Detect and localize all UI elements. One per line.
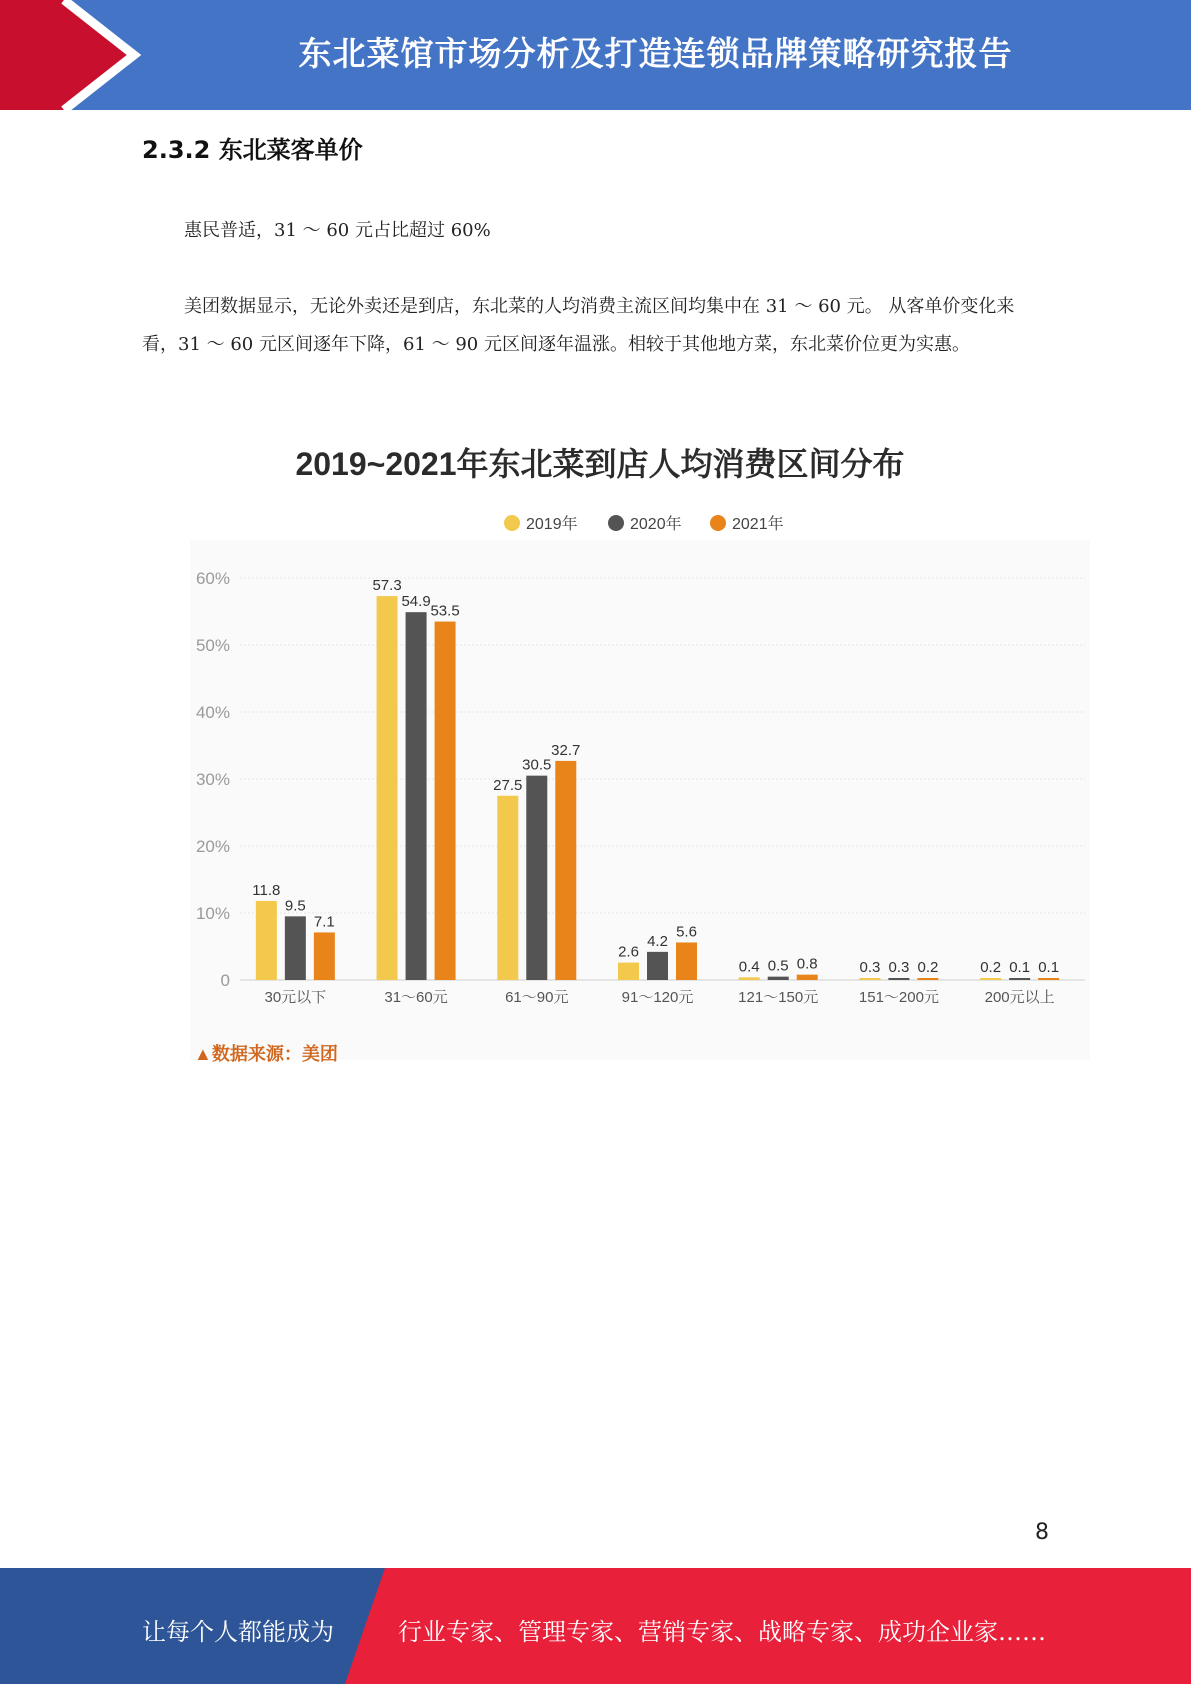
y-tick-label: 60% (195, 569, 230, 588)
bar-value-label: 0.2 (980, 959, 1002, 976)
bar-value-label: 0.2 (917, 959, 939, 976)
x-category-label: 121～150元 (738, 989, 819, 1006)
bar (555, 761, 576, 980)
bar (526, 776, 547, 980)
bar-value-label: 2.6 (618, 943, 639, 961)
bar-value-label: 0.3 (888, 958, 910, 976)
bar-value-label: 30.5 (522, 756, 552, 774)
bar (435, 622, 456, 980)
y-tick-label: 30% (195, 770, 230, 789)
bar (314, 932, 335, 980)
section-heading: 2.3.2 东北菜客单价 (142, 136, 363, 164)
bar (618, 963, 639, 980)
bar (739, 977, 760, 980)
x-category-label: 31～60元 (384, 989, 448, 1006)
y-tick-label: 40% (195, 703, 230, 722)
bar-value-label: 0.8 (796, 955, 818, 973)
footer-slogan-left: 让每个人都能成为 (142, 1618, 334, 1646)
section-subtitle: 惠民普适，31 ～ 60 元占比超过 60% (184, 220, 491, 241)
y-tick-label: 0 (220, 971, 230, 990)
bar-value-label: 57.3 (372, 577, 402, 595)
bar-value-label: 27.5 (493, 776, 523, 794)
bar (859, 978, 880, 980)
chart-source-note: ▲数据来源：美团 (194, 1044, 338, 1064)
bar (256, 901, 277, 980)
legend-marker (710, 515, 726, 531)
bar (676, 942, 697, 980)
bar (647, 952, 668, 980)
bar-value-label: 0.3 (859, 958, 881, 976)
bar (377, 596, 398, 980)
bar-value-label: 0.1 (1009, 959, 1031, 976)
bar (797, 975, 818, 980)
y-tick-label: 20% (195, 837, 230, 856)
x-category-label: 30元以下 (264, 989, 327, 1006)
bar (917, 978, 938, 980)
chart-title: 2019~2021年东北菜到店人均消费区间分布 (295, 446, 905, 482)
y-tick-label: 10% (195, 904, 230, 923)
legend-label: 2019年 (526, 516, 578, 533)
bar-value-label: 11.8 (252, 881, 281, 899)
x-category-label: 91～120元 (621, 989, 694, 1006)
legend-label: 2021年 (732, 516, 784, 533)
bar-value-label: 32.7 (551, 741, 581, 759)
y-tick-label: 50% (195, 636, 230, 655)
header-arrow-decoration (0, 0, 160, 110)
bar-value-label: 7.1 (313, 913, 335, 931)
bar (888, 978, 909, 980)
bar-value-label: 5.6 (676, 923, 697, 941)
footer-slogan-right: 行业专家、管理专家、营销专家、战略专家、成功企业家…… (398, 1618, 1046, 1646)
bar-value-label: 4.2 (647, 932, 668, 950)
bar (980, 978, 1001, 980)
bar (1038, 978, 1059, 980)
bar (768, 977, 789, 980)
bar-value-label: 53.5 (430, 602, 460, 620)
bar-value-label: 54.9 (401, 593, 431, 611)
x-category-label: 200元以上 (984, 989, 1055, 1006)
legend-marker (504, 515, 520, 531)
legend-label: 2020年 (630, 516, 682, 533)
document-title: 东北菜馆市场分析及打造连锁品牌策略研究报告 (298, 34, 1013, 73)
bar (1009, 978, 1030, 980)
bar (285, 916, 306, 980)
chart-plot-background (190, 540, 1090, 1060)
bar-value-label: 0.5 (767, 957, 789, 975)
legend-marker (608, 515, 624, 531)
chart-container (180, 440, 1100, 1100)
x-category-label: 151～200元 (858, 989, 939, 1006)
bar (497, 796, 518, 980)
bar-value-label: 9.5 (284, 897, 306, 915)
page-number: 8 (1035, 1520, 1049, 1545)
bar-value-label: 0.4 (738, 958, 760, 976)
x-category-label: 61～90元 (505, 989, 569, 1006)
bar (406, 612, 427, 980)
section-body: 美团数据显示，无论外卖还是到店，东北菜的人均消费主流区间均集中在 31 ～ 60 元。 从客单价变化来看，31 ～ 60 元区间逐年下降，61 ～ 90 元区间逐年温涨。相较于其他地方菜，东北菜价位更为实惠。 (142, 296, 1015, 355)
bar-value-label: 0.1 (1038, 959, 1060, 976)
bar-chart (180, 440, 1100, 1100)
